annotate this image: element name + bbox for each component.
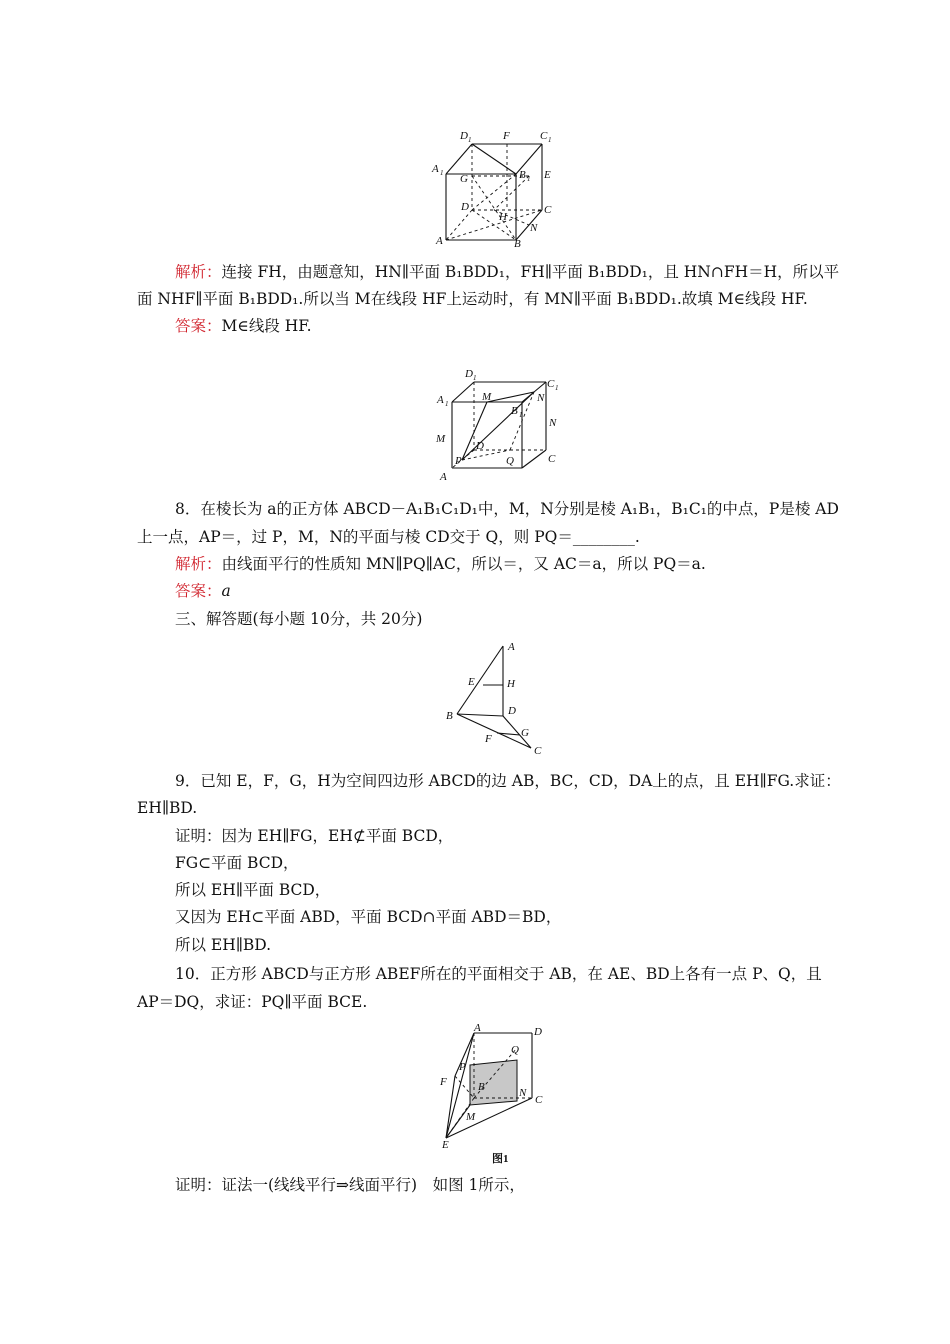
label-D: D	[508, 705, 516, 717]
label-C1: C	[540, 130, 548, 142]
label-D: D	[534, 1026, 542, 1038]
svg-text:1: 1	[555, 384, 559, 392]
q10-line1: 10．正方形 ABCD与正方形 ABEF所在的平面相交于 AB，在 AE、BD上各有一点 P、Q，且	[175, 965, 822, 983]
two-squares-figure	[432, 1020, 552, 1166]
label-H: H	[507, 678, 515, 690]
q9-proof-1: 证明：因为 EH∥FG，EH⊄平面 BCD，	[175, 827, 454, 845]
label-N-top: N	[537, 392, 545, 404]
label-M-side: M	[436, 433, 446, 445]
label-D1: D	[465, 368, 473, 380]
label-B: B	[478, 1081, 485, 1093]
label-P: P	[459, 1061, 466, 1073]
svg-text:1: 1	[440, 169, 444, 177]
label-C: C	[544, 204, 552, 216]
svg-text:1: 1	[468, 136, 472, 144]
label-D1: D	[460, 130, 468, 142]
q7-answer: 答案：M∈线段 HF.	[175, 317, 312, 335]
q8-answer: 答案：a	[175, 582, 231, 600]
svg-text:1: 1	[519, 411, 523, 419]
svg-text:1: 1	[473, 374, 477, 382]
label-D: D	[476, 440, 484, 452]
label-C: C	[534, 745, 542, 757]
label-N-side: N	[549, 417, 557, 429]
label-H: H	[499, 211, 507, 223]
label-A: A	[474, 1022, 481, 1034]
q7-analysis-line1: 解析：连接 FH，由题意知，HN∥平面 B₁BDD₁，FH∥平面 B₁BDD₁，且 HN∩FH＝H，所以平	[175, 263, 840, 281]
label-B1: B	[519, 169, 526, 181]
label-D: D	[461, 201, 469, 213]
q9-proof-5: 所以 EH∥BD.	[175, 936, 272, 954]
svg-text:1: 1	[527, 175, 531, 183]
label-P: P	[455, 455, 462, 467]
q8-line2: 上一点，AP＝，过 P，M，N的平面与棱 CD交于 Q，则 PQ＝________.	[137, 528, 640, 546]
label-F: F	[485, 733, 492, 745]
label-M-top: M	[482, 391, 492, 403]
label-E: E	[544, 169, 551, 181]
cube-figure-1	[428, 126, 558, 248]
q7-analysis-line2: 面 NHF∥平面 B₁BDD₁.所以当 M在线段 HF上运动时，有 MN∥平面 B₁BDD₁.故填 M∈线段 HF.	[137, 290, 808, 308]
label-A: A	[440, 471, 447, 483]
q9-proof-4: 又因为 EH⊂平面 ABD，平面 BCD∩平面 ABD＝BD，	[175, 908, 562, 926]
label-F: F	[503, 130, 510, 142]
q9-proof-2: FG⊂平面 BCD，	[175, 854, 299, 872]
label-A: A	[508, 641, 515, 653]
label-B: B	[514, 238, 521, 248]
q9-proof-3: 所以 EH∥平面 BCD，	[175, 881, 331, 899]
cube-figure-2	[430, 364, 570, 486]
q9-line1: 9．已知 E，F，G，H为空间四边形 ABCD的边 AB，BC，CD，DA上的点，且 EH∥FG.求证：	[175, 772, 841, 790]
label-N: N	[519, 1087, 527, 1099]
label-A1: A	[437, 394, 444, 406]
label-E: E	[442, 1139, 449, 1151]
svg-text:1: 1	[445, 400, 449, 408]
label-Q: Q	[506, 455, 514, 467]
label-M: M	[466, 1111, 476, 1123]
section-3-heading: 三、解答题(每小题 10分，共 20分)	[175, 610, 423, 628]
label-A1: A	[432, 163, 439, 175]
label-B: B	[446, 710, 453, 722]
figure-caption: 图1	[492, 1153, 509, 1165]
label-Q: Q	[511, 1044, 519, 1056]
label-G: G	[460, 173, 468, 185]
label-N: N	[530, 222, 538, 234]
quadrilateral-figure	[440, 636, 550, 760]
q8-line1: 8．在棱长为 a的正方体 ABCD－A₁B₁C₁D₁中，M，N分别是棱 A₁B₁，B₁C₁的中点，P是棱 AD	[175, 500, 839, 518]
label-B1: B	[511, 405, 518, 417]
label-G: G	[521, 727, 529, 739]
label-C: C	[548, 453, 556, 465]
q10-proof-start: 证明：证法一(线线平行⇒线面平行) 如图 1所示，	[175, 1176, 525, 1194]
label-C1: C	[547, 378, 555, 390]
q9-line2: EH∥BD.	[137, 799, 198, 817]
q10-line2: AP＝DQ，求证：PQ∥平面 BCE.	[137, 993, 368, 1011]
label-C: C	[535, 1094, 543, 1106]
label-F: F	[440, 1076, 447, 1088]
q8-analysis: 解析：由线面平行的性质知 MN∥PQ∥AC，所以＝，又 AC＝a，所以 PQ＝a.	[175, 555, 706, 573]
label-E: E	[468, 676, 475, 688]
svg-text:1: 1	[548, 136, 552, 144]
label-A: A	[436, 235, 443, 247]
